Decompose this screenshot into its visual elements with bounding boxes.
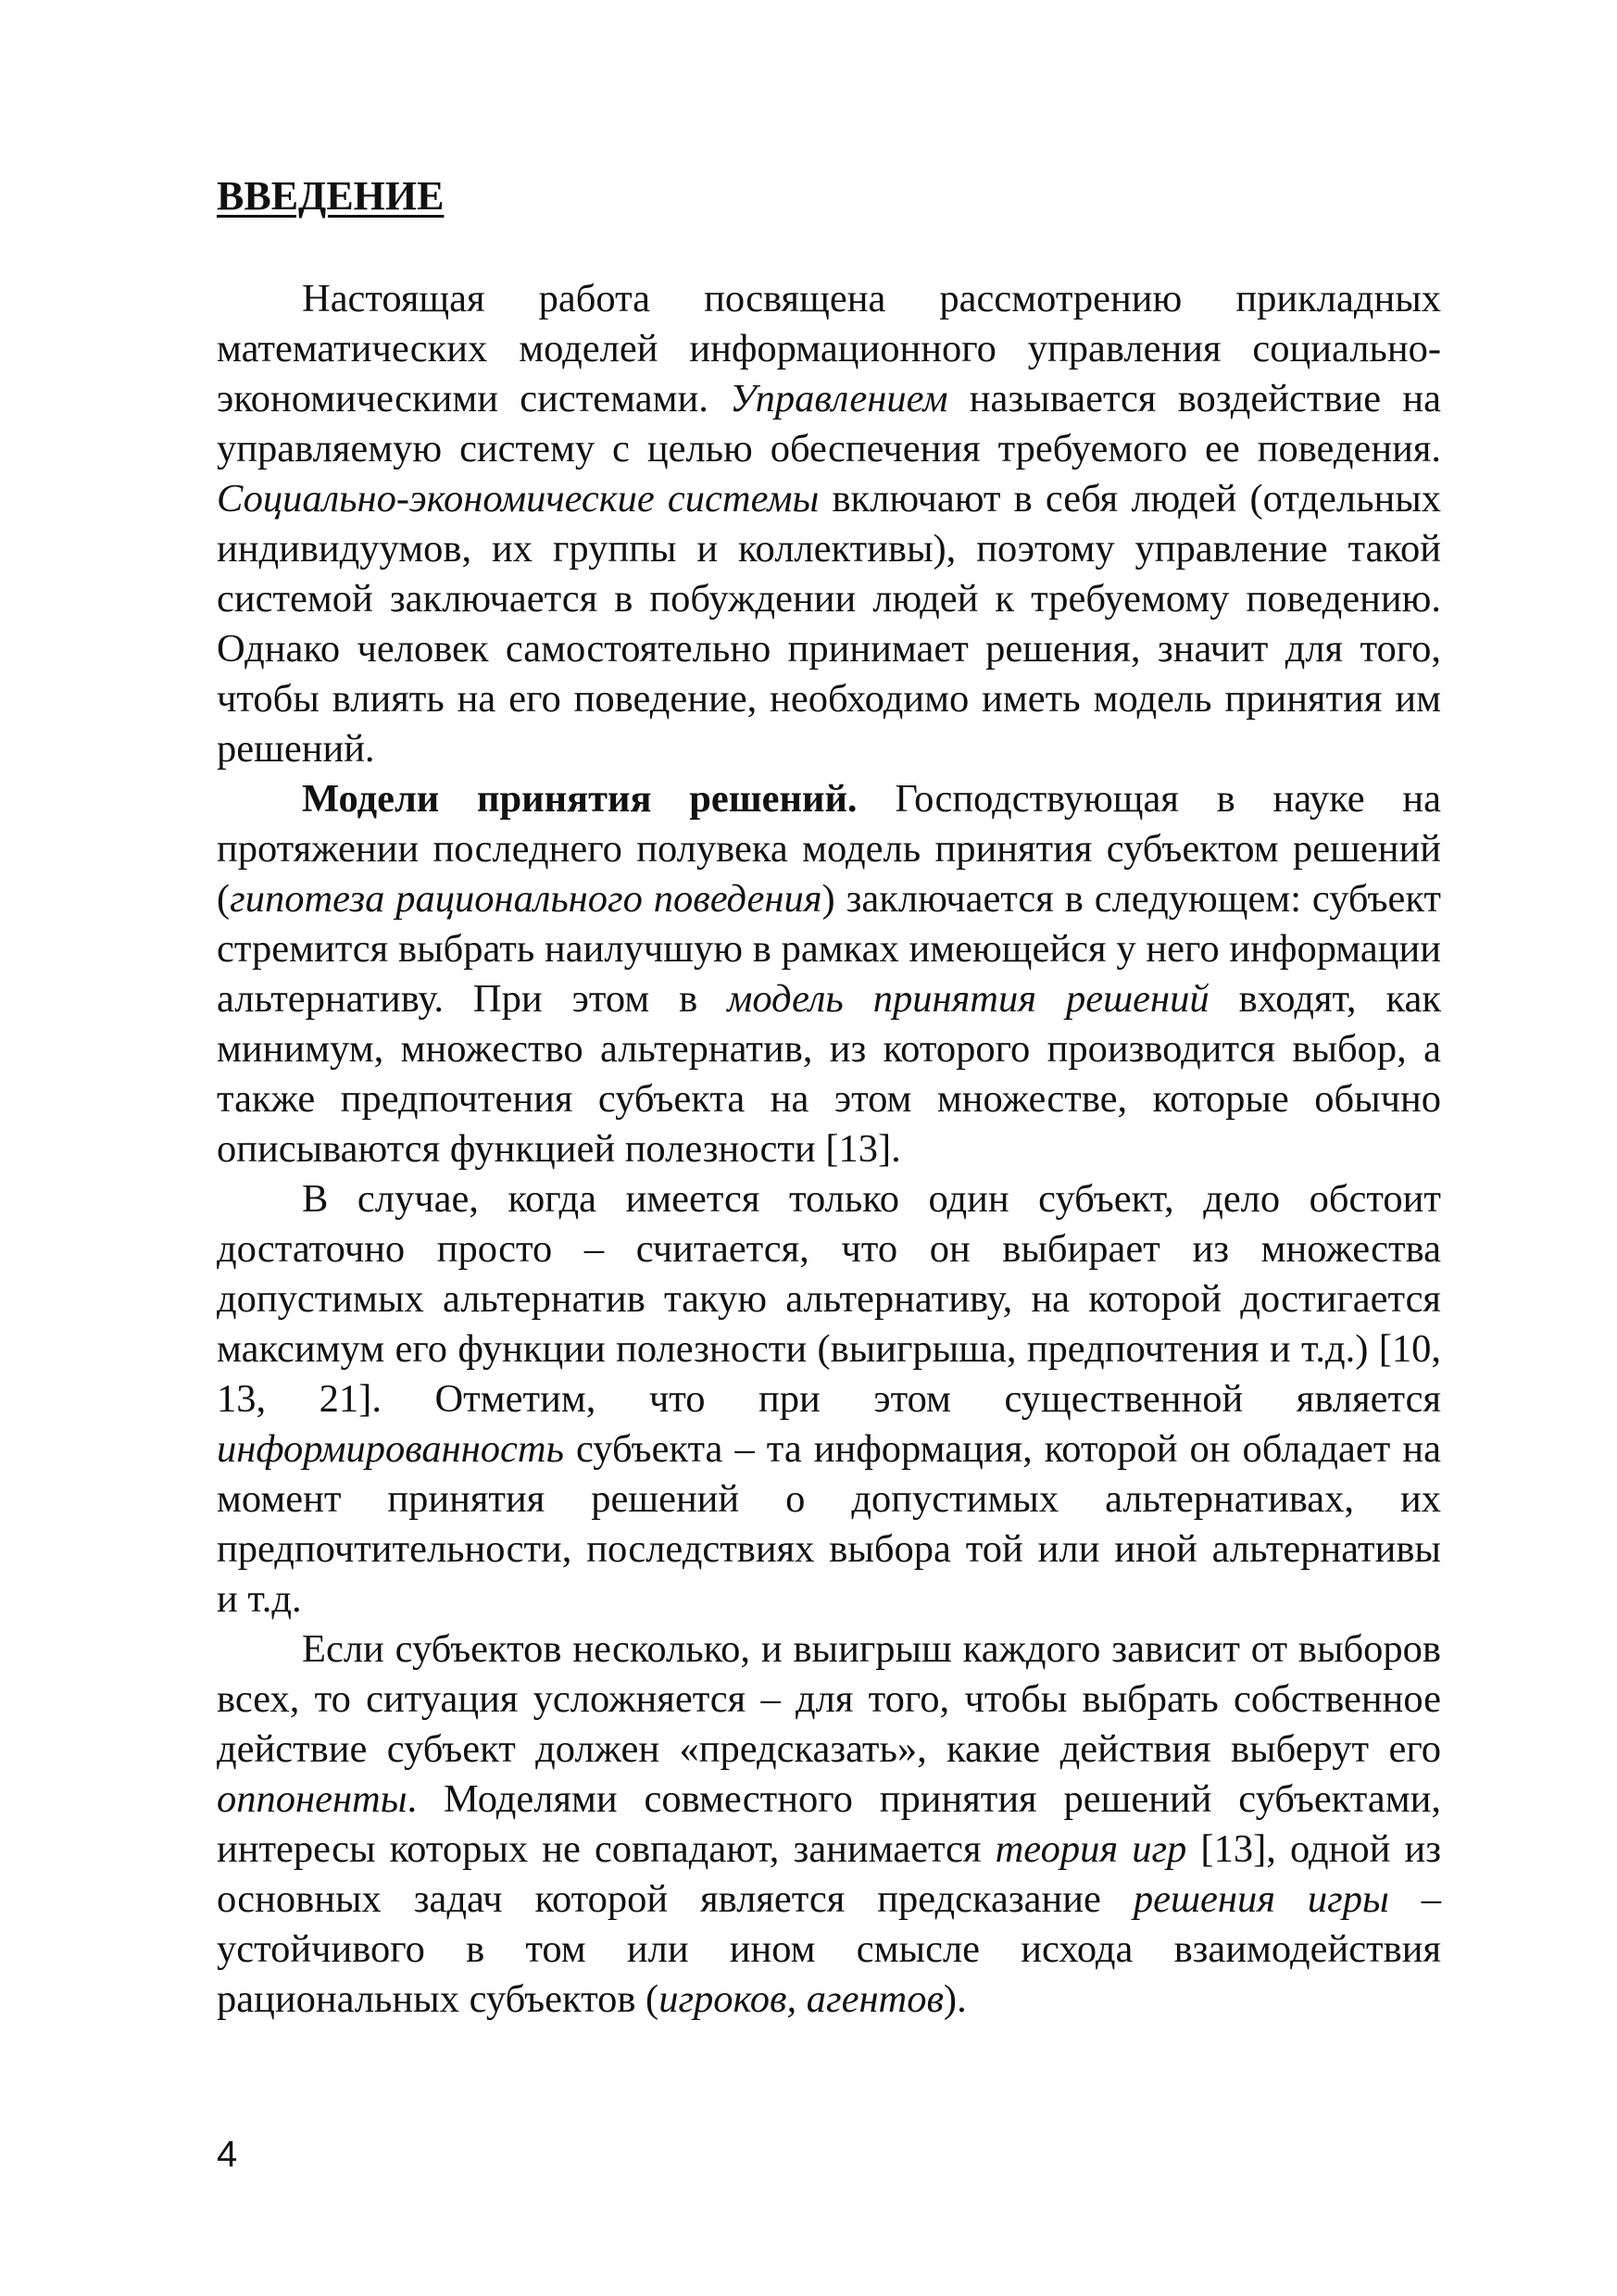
text-run: . Моделями совместного принятия решений субъектами, интересы которых не совпадают, занимается xyxy=(217,1777,1441,1871)
term-italic: модель принятия решений xyxy=(727,977,1210,1021)
paragraph-decision-models xyxy=(217,774,1441,1174)
text-run: – устойчивого в том или ином смысле исхода взаимодействия рациональных субъектов ( xyxy=(217,1877,1442,2021)
page-number: 4 xyxy=(217,2134,238,2175)
paragraph-single-subject xyxy=(217,1174,1441,1625)
paragraph-game-theory xyxy=(217,1625,1441,2025)
term-italic: гипотеза рационального поведения xyxy=(230,877,822,921)
text-run: включают в себя людей (отдельных индивидуумов, их группы и коллективы), поэтому управление такой системой заключается в побуждении людей к требуемому поведению. Однако человек самостоятельно принимает решения, значит для того, чтобы влиять на его поведение, необходимо иметь модель принятия им решений. xyxy=(217,477,1441,771)
section-heading: ВВЕДЕНИЕ xyxy=(217,173,445,219)
term-italic: теория игр xyxy=(995,1827,1187,1871)
text-run: В случае, когда имеется только один субъект, дело обстоит достаточно просто – считается, что он выбирает из множества допустимых альтернатив такую альтернативу, на которой достигается максимум его функции полезности (выигрыша, предпочтения и т.д.) [10, 13, 21]. Отметим, что при этом существенной является xyxy=(217,1177,1441,1421)
term-italic: Социально-экономические системы xyxy=(217,477,820,521)
term-italic: игроков, агентов xyxy=(658,1977,944,2021)
text-run: ). xyxy=(943,1977,967,2021)
body-text xyxy=(217,274,1441,2025)
text-run: ) заключается в следующем: субъект стремится выбрать наилучшую в рамках имеющейся у него информации альтернативу. При этом в xyxy=(217,877,1441,1021)
term-italic: информированность xyxy=(217,1427,564,1471)
text-run: называется воздействие на управляемую систему с целью обеспечения требуемого ее поведения. xyxy=(217,377,1441,470)
term-italic: решения игры xyxy=(1133,1877,1389,1921)
term-italic: оппоненты xyxy=(217,1777,407,1821)
term-italic: Управлением xyxy=(730,377,948,420)
paragraph-intro xyxy=(217,274,1441,774)
text-run: входят, как минимум, множество альтернатив, из которого производится выбор, а также предпочтения субъекта на этом множестве, которые обычно описываются функцией полезности [13]. xyxy=(217,977,1441,1171)
run-in-heading: Модели принятия решений. xyxy=(302,777,858,821)
text-run: Если субъектов несколько, и выигрыш каждого зависит от выборов всех, то ситуация усложняется – для того, чтобы выбрать собственное действие субъект должен «предсказать», какие действия выберут его xyxy=(217,1627,1441,1771)
text-run: [13], одной из основных задач которой является предсказание xyxy=(217,1827,1441,1921)
text-run: субъекта – та информация, которой он обладает на момент принятия решений о допустимых альтернативах, их предпочтительности, последствиях выбора той или иной альтернативы и т.д. xyxy=(217,1427,1441,1621)
text-run: Господствующая в науке на протяжении последнего полувека модель принятия субъектом решений ( xyxy=(217,777,1441,921)
text-run: Настоящая работа посвящена рассмотрению прикладных математических моделей информационного управления социально-экономическими системами. xyxy=(217,277,1441,420)
